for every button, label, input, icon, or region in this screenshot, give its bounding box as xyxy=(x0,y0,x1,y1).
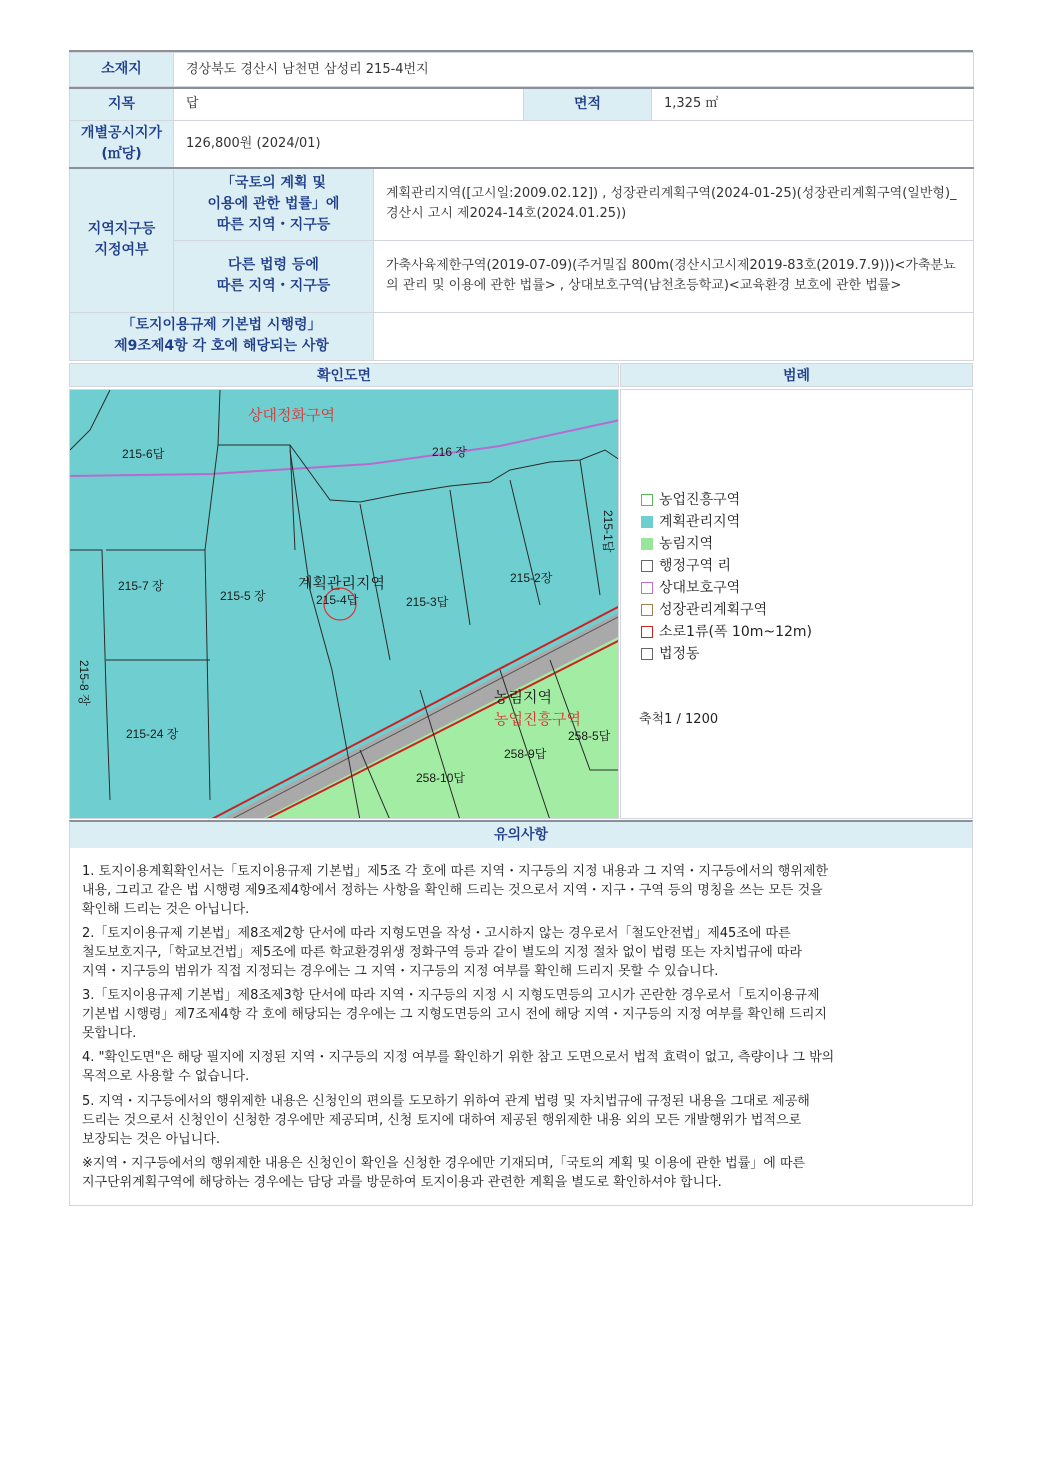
legend-item-label: 소로1류(폭 10m~12m) xyxy=(659,624,813,640)
planning-law-line2: 이용에 관한 법률」에 xyxy=(207,195,340,212)
planning-law-line1: 「국토의 계획 및 xyxy=(221,174,326,191)
land-info-table xyxy=(69,52,974,361)
map-header: 확인도면 xyxy=(69,363,619,387)
parcel-215-8-label: 215-8 장 xyxy=(77,660,91,706)
parcel-map xyxy=(69,389,619,819)
note-2-line-3: 지역・지구등의 범위가 직접 지정되는 경우에는 그 지역・지구등의 지정 여부를 확인해 드리지 못할 수 있습니다. xyxy=(82,964,719,979)
other-law-line1: 다른 법령 등에 xyxy=(228,257,319,273)
legend-item xyxy=(641,644,700,664)
legend-item-label: 계획관리지역 xyxy=(659,514,741,530)
note-1-line-1: 1. 토지이용계획확인서는「토지이용규제 기본법」제5조 각 호에 따른 지역・지구등의 지정 내용과 그 지역・지구등에서의 행위제한 xyxy=(82,864,829,879)
note-2 xyxy=(82,924,952,981)
parcel-215-1-label: 215-1답 xyxy=(601,510,615,553)
price-label-line1: 개별공시지가 xyxy=(80,124,163,141)
protect-zone-label: 상대정화구역 xyxy=(248,407,335,424)
legend-item xyxy=(641,490,740,510)
note-4-line-2: 목적으로 사용할 수 없습니다. xyxy=(82,1069,250,1084)
legend-swatch xyxy=(641,626,653,638)
parcel-215-6-label: 215-6답 xyxy=(122,447,165,461)
decree-label xyxy=(70,312,374,360)
notes-section xyxy=(69,820,973,1206)
legend-item xyxy=(641,600,767,620)
note-3-line-2: 기본법 시행령」제7조제4항 각 호에 해당되는 경우에는 그 지형도면등의 고시 전에 해당 지역・지구등의 지정 여부를 확인해 드리지 xyxy=(82,1007,827,1022)
location-label: 소재지 xyxy=(70,53,174,87)
parcel-215-7-label: 215-7 장 xyxy=(118,579,164,593)
legend-swatch xyxy=(641,560,653,572)
agri-zone-label: 농업진흥구역 xyxy=(494,711,581,728)
legend-swatch xyxy=(641,538,653,550)
note-6-line-2: 지구단위계획구역에 해당하는 경우에는 담당 과를 방문하여 토지이용과 관련한 계획을 별도로 확인하셔야 합니다. xyxy=(82,1175,722,1190)
parcel-215-2-label: 215-2장 xyxy=(510,571,553,585)
other-law-line2: 따른 지역・지구등 xyxy=(216,278,331,294)
decree-label-line1: 「토지이용규제 기본법 시행령」 xyxy=(121,317,322,333)
map-scale: 축척1 / 1200 xyxy=(639,712,719,727)
other-law-value: 가축사육제한구역(2019-07-09)(주거밀집 800m(경산시고시제2019-83호(2019.7.9)))<가축분뇨의 관리 및 이용에 관한 법률> , 상대보호구역(남천초등학교)<교육환경 보호에 관한 법률> xyxy=(374,240,974,312)
legend-swatch xyxy=(641,494,653,506)
legend-item-label: 농림지역 xyxy=(659,536,714,552)
area-value: 1,325 ㎡ xyxy=(652,88,974,120)
planning-law-label xyxy=(174,168,374,240)
legend-item xyxy=(641,556,731,576)
planning-law-value: 계획관리지역([고시일:2009.02.12]) , 성장관리계획구역(2024-01-25)(성장관리계획구역(일반형)_경산시 고시 제2024-14호(2024.01.25)) xyxy=(374,168,974,240)
forest-zone-label: 농림지역 xyxy=(494,689,552,706)
parcel-215-24-label: 215-24 장 xyxy=(126,727,179,741)
parcel-258-9-label: 258-9답 xyxy=(504,747,547,761)
note-6 xyxy=(82,1154,952,1192)
note-4 xyxy=(82,1048,952,1086)
plan-zone-label: 계획관리지역 xyxy=(298,575,385,592)
note-5 xyxy=(82,1092,952,1149)
land-info-section xyxy=(69,50,973,361)
note-3-line-1: 3.「토지이용규제 기본법」제8조제3항 단서에 따라 지역・지구등의 지정 시 지형도면등의 고시가 곤란한 경우로서「토지이용규제 xyxy=(82,988,820,1003)
legend-swatch xyxy=(641,516,653,528)
parcel-215-3-label: 215-3답 xyxy=(406,595,449,609)
note-3-line-3: 못합니다. xyxy=(82,1026,137,1041)
note-2-line-1: 2.「토지이용규제 기본법」제8조제2항 단서에 따라 지형도면을 작성・고시하지 않는 경우로서「철도안전법」제45조에 따른 xyxy=(82,926,791,941)
legend-item xyxy=(641,534,713,554)
zone-label xyxy=(70,168,174,312)
parcel-215-4-label: 215-4답 xyxy=(316,593,359,607)
planning-law-line3: 따른 지역・지구등 xyxy=(216,216,331,233)
price-label-line2: (㎡당) xyxy=(101,145,142,162)
note-3 xyxy=(82,986,952,1043)
parcel-map-svg xyxy=(70,390,619,819)
legend-item xyxy=(641,578,740,598)
legend-item-label: 성장관리계획구역 xyxy=(659,602,768,618)
parcel-216-label: 216 장 xyxy=(432,445,467,459)
legend-header: 범례 xyxy=(620,363,973,387)
price-label xyxy=(70,120,174,168)
legend-panel xyxy=(620,389,973,819)
parcel-258-5-label: 258-5답 xyxy=(568,729,611,743)
decree-label-line2: 제9조제4항 각 호에 해당되는 사항 xyxy=(114,338,329,354)
zone-label-line2: 지정여부 xyxy=(94,242,149,259)
note-5-line-2: 드리는 것으로서 신청인이 신청한 경우에만 제공되며, 신청 토지에 대하여 제공된 행위제한 내용 외의 모든 개발행위가 법적으로 xyxy=(82,1113,802,1128)
note-5-line-1: 5. 지역・지구등에서의 행위제한 내용은 신청인의 편의를 도모하기 위하여 관계 법령 및 자치법규에 규정된 내용을 그대로 제공해 xyxy=(82,1094,810,1109)
note-1-line-3: 확인해 드리는 것은 아닙니다. xyxy=(82,902,250,917)
land-category-label: 지목 xyxy=(70,88,174,120)
legend-item-label: 농업진흥구역 xyxy=(659,492,741,508)
legend-swatch xyxy=(641,582,653,594)
legend-item-label: 행정구역 리 xyxy=(659,558,732,574)
legend-item-label: 상대보호구역 xyxy=(659,580,741,596)
legend-item-label: 법정동 xyxy=(659,646,700,662)
note-1-line-2: 내용, 그리고 같은 법 시행령 제9조제4항에서 정하는 사항을 확인해 드리는 것으로서 지역・지구・구역 등의 명칭을 쓰는 모든 것을 xyxy=(82,883,823,898)
legend-item xyxy=(641,512,740,532)
notes-header: 유의사항 xyxy=(70,822,972,848)
note-5-line-3: 보장되는 것은 아닙니다. xyxy=(82,1132,220,1147)
note-1 xyxy=(82,862,952,919)
note-6-line-1: ※지역・지구등에서의 행위제한 내용은 신청인이 확인을 신청한 경우에만 기재되며,「국토의 계획 및 이용에 관한 법률」에 따른 xyxy=(82,1156,806,1171)
other-law-label xyxy=(174,240,374,312)
legend-swatch xyxy=(641,604,653,616)
area-label: 면적 xyxy=(524,88,652,120)
note-2-line-2: 철도보호지구,「학교보건법」제5조에 따른 학교환경위생 정화구역 등과 같이 별도의 지정 절차 없이 법령 또는 자치법규에 따라 xyxy=(82,945,803,960)
land-category-value: 답 xyxy=(174,88,524,120)
price-value: 126,800원 (2024/01) xyxy=(174,120,974,168)
zone-label-line1: 지역지구등 xyxy=(87,221,156,238)
parcel-258-10-label: 258-10답 xyxy=(416,771,465,785)
legend-item xyxy=(641,622,812,642)
legend-swatch xyxy=(641,648,653,660)
note-4-line-1: 4. "확인도면"은 해당 필지에 지정된 지역・지구등의 지정 여부를 확인하기 위한 참고 도면으로서 법적 효력이 없고, 측량이나 그 밖의 xyxy=(82,1050,835,1065)
decree-value xyxy=(374,312,974,360)
parcel-215-5-label: 215-5 장 xyxy=(220,589,266,603)
location-value: 경상북도 경산시 남천면 삼성리 215-4번지 xyxy=(174,53,974,87)
